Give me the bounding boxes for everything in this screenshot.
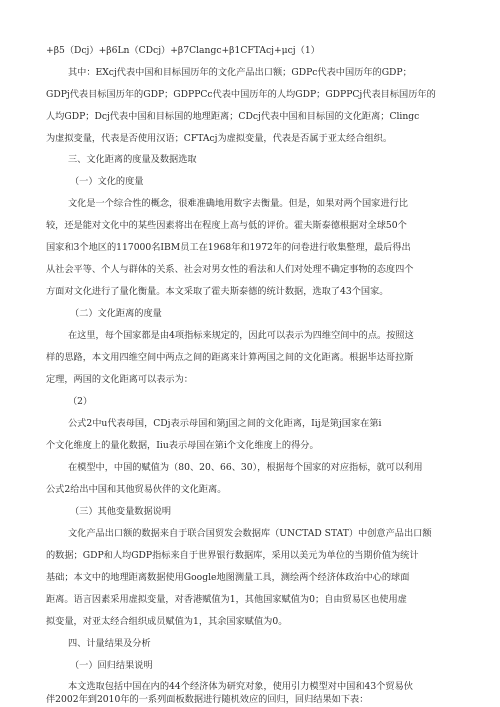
variable-def-line: GDPj代表目标国历年的GDP；GDPPCc代表中国历年的人均GDP；GDPPCj代表目标国历年的 (46, 89, 436, 100)
paragraph-line: 个文化维度上的量化数据，Iiu表示母国在第i个文化维度上的得分。 (46, 440, 319, 451)
paragraph-line: 公式2给出中国和其他贸易伙伴的文化距离。 (46, 484, 227, 495)
subsection-heading: （二）文化距离的度量 (70, 308, 162, 319)
paragraph-line: 在模型中，中国的赋值为（80、20、66、30），根据每个国家的对应指标，就可以利用 (68, 462, 423, 473)
paragraph-line: 在这里，每个国家都是由4项指标来规定的，因此可以表示为四维空间中的点。按照这 (68, 330, 414, 341)
equation-number: （2） (68, 396, 93, 407)
subsection-heading: （一）回归结果说明 (70, 660, 153, 671)
paragraph-line: 距离。语言因素采用虚拟变量，对香港赋值为1，其他国家赋值为0；自由贸易区也使用虚 (46, 594, 407, 605)
subsection-heading: （三）其他变量数据说明 (70, 506, 172, 517)
subsection-heading: （一）文化的度量 (70, 176, 144, 187)
paragraph-line: 方面对文化进行了量化衡量。本文采取了霍夫斯泰德的统计数据，选取了43个国家。 (46, 286, 389, 297)
paragraph-line: 文化是一个综合性的概念，很难准确地用数字去衡量。但是，如果对两个国家进行比 (68, 198, 408, 209)
paragraph-line: 从社会平等、个人与群体的关系、社会对男女性的看法和人们对处理不确定事物的态度四个 (46, 264, 414, 275)
variable-def-line: 其中：EXcj代表中国和目标国历年的文化产品出口额；GDPc代表中国历年的GDP； (68, 67, 412, 78)
paragraph-line: 伴2002年到2010年的一系列面板数据进行随机效应的回归，回归结果如下表： (46, 694, 369, 705)
paragraph-line: 定理，两国的文化距离可以表示为： (46, 374, 193, 385)
paragraph-line: 较，还是能对文化中的某些因素将出在程度上高与低的评价。霍夫斯泰德根据对全球50个 (46, 220, 407, 231)
formula-line: +β5（Dcj）+β6Ln（CDcj）+β7Clangc+β1CFTAcj+μcj（1） (46, 45, 320, 56)
paragraph-line: 国家和3个地区的117000名IBM员工在1968年和1972年的问卷进行收集整理，最后得出 (46, 242, 411, 253)
paragraph-line: 的数据；GDP和人均GDP指标来自于世界银行数据库，采用以美元为单位的当期价值为统计 (46, 550, 419, 561)
paragraph-line: 样的思路，本文用四维空间中两点之间的距离来计算两国之间的文化距离。根据毕达哥拉斯 (46, 352, 414, 363)
paragraph-line: 公式2中u代表母国，CDj表示母国和第j国之间的文化距离，Iij是第j国家在第i (68, 418, 382, 429)
paragraph-line: 基础；本文中的地理距离数据使用Google地图测量工具，测绘两个经济体政治中心的球面 (46, 572, 410, 583)
section-heading: 三、文化距离的度量及数据选取 (68, 154, 197, 165)
paragraph-line: 本文选取包括中国在内的44个经济体为研究对象，使用引力模型对中国和43个贸易伙 (68, 681, 413, 692)
variable-def-line: 人均GDP；Dcj代表中国和目标国的地理距离；CDcj代表中国和目标国的文化距离；Clingc (46, 111, 420, 122)
paragraph-line: 文化产品出口额的数据来自于联合国贸发会数据库（UNCTAD STAT）中创意产品出口额 (68, 528, 432, 539)
variable-def-line: 为虚拟变量，代表是否使用汉语；CFTAcj为虚拟变量，代表是否属于亚太经合组织。 (46, 133, 393, 144)
section-heading: 四、计量结果及分析 (68, 638, 151, 649)
paragraph-line: 拟变量，对亚太经合组织成员赋值为1，其余国家赋值为0。 (46, 616, 288, 627)
